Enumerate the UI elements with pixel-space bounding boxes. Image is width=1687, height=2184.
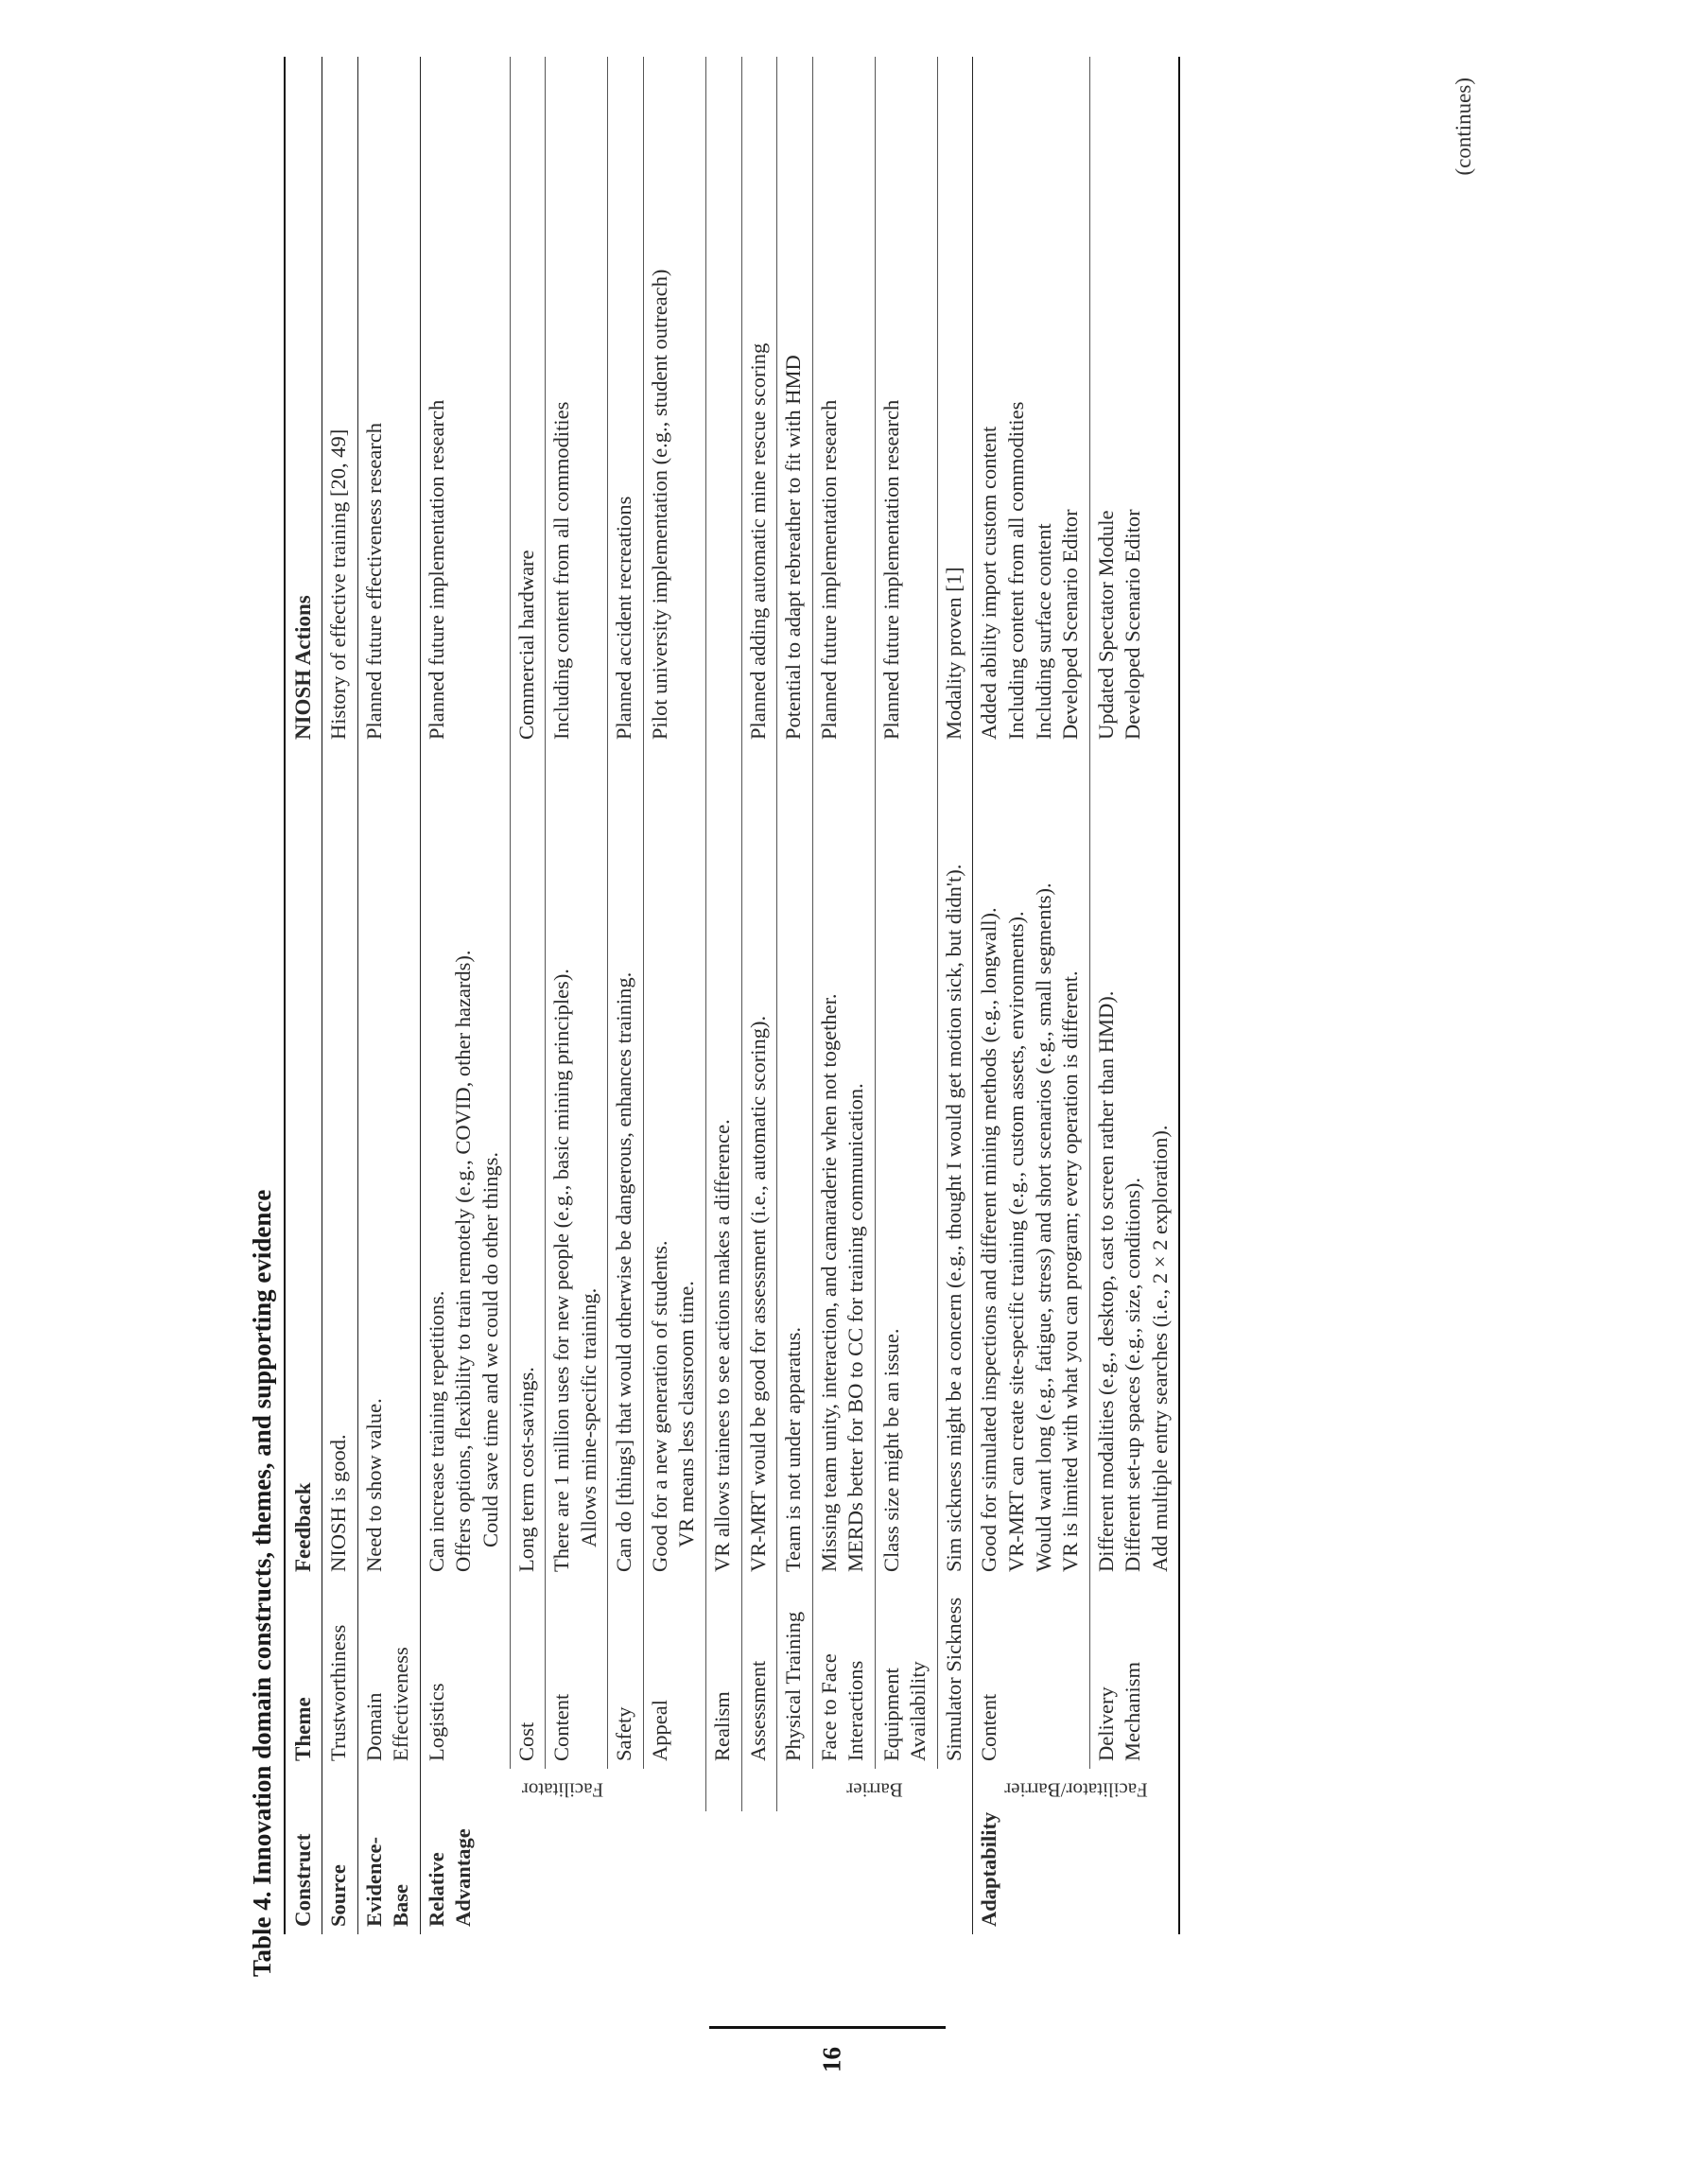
- header-theme: Theme: [285, 1580, 322, 1769]
- table-row: Simulator Sickness Sim sickness might be a concern (e.g., thought I would get motion sick, but didn't). Modality proven [1]: [937, 57, 972, 1934]
- table-row: Assessment VR-MRT would be good for assessment (i.e., automatic scoring). Planned adding automatic mine rescue scoring: [741, 57, 777, 1934]
- table-row: Cost Long term cost-savings. Commercial hardware: [510, 57, 546, 1934]
- header-feedback: Feedback: [285, 747, 322, 1580]
- table-row: Adaptability Facilitator/Barrier Content Good for simulated inspections and different mining methods (e.g., longwall). VR-MRT can create site-specific training (e.g., custom assets, environments). Would want long (e.g., fatigue, stress) and short scenarios (e.g., small segments). VR is limited with what you can program; every operation is different. Added ability import custom content Including content from all commodities Including surface content Developed Scenario Editor: [973, 57, 1089, 1934]
- table-row: Barrier Physical Training Team is not under apparatus. Potential to adapt rebreather to fit with HMD: [777, 57, 813, 1934]
- page-number-rule: [709, 2026, 946, 2029]
- table-row: Realism VR allows trainees to see actions makes a difference.: [705, 57, 741, 1934]
- table-row: Face to Face Interactions Missing team unity, interaction, and camaraderie when not together. MERDs better for BO to CC for training communication. Planned future implementation research: [812, 57, 875, 1934]
- table-row: Safety Can do [things] that would otherwise be dangerous, enhances training. Planned accident recreations: [608, 57, 644, 1934]
- table-row: Evidence-Base Domain Effectiveness Need to show value. Planned future effectiveness research: [357, 57, 420, 1934]
- continues-note: (continues): [1452, 78, 1475, 176]
- side-label-barrier: Barrier: [777, 1769, 973, 1811]
- innovation-domain-table: [284, 57, 1180, 1934]
- table-row: Appeal Good for a new generation of students. VR means less classroom time. Pilot university implementation (e.g., student outreach): [643, 57, 705, 1934]
- table-row: Delivery Mechanism Different modalities (e.g., desktop, cast to screen rather than HMD). Different set-up spaces (e.g., size, conditions). Add multiple entry searches (i.e., 2 × 2 exploration). Updated Spectator Module Developed Scenario Editor: [1089, 57, 1179, 1934]
- table-header-row: [285, 57, 322, 1934]
- table-row: Content There are 1 million uses for new people (e.g., basic mining principles). Allows mine-specific training. Including content from all commodities: [546, 57, 608, 1934]
- table-row: Relative Advantage Facilitator Logistics Can increase training repetitions. Offers options, flexibility to train remotely (e.g., COVID, other hazards). Could save time and we could do other things. Planned future implementation research: [420, 57, 510, 1934]
- table-row: Source Trustworthiness NIOSH is good. History of effective training [20, 49]: [322, 57, 358, 1934]
- side-label-facilitator: Facilitator: [420, 1769, 705, 1811]
- rotated-table-page: [236, 57, 1532, 1986]
- header-construct: Construct: [285, 1811, 322, 1934]
- table-caption: Table 4. Innovation domain constructs, themes, and supporting evidence: [248, 1189, 276, 1977]
- table-row: Equipment Availability Class size might be an issue. Planned future implementation research: [875, 57, 937, 1934]
- page-number: 16: [817, 2047, 846, 2072]
- side-label-facilitator-barrier: Facilitator/Barrier: [973, 1769, 1179, 1811]
- header-actions: NIOSH Actions: [285, 57, 322, 747]
